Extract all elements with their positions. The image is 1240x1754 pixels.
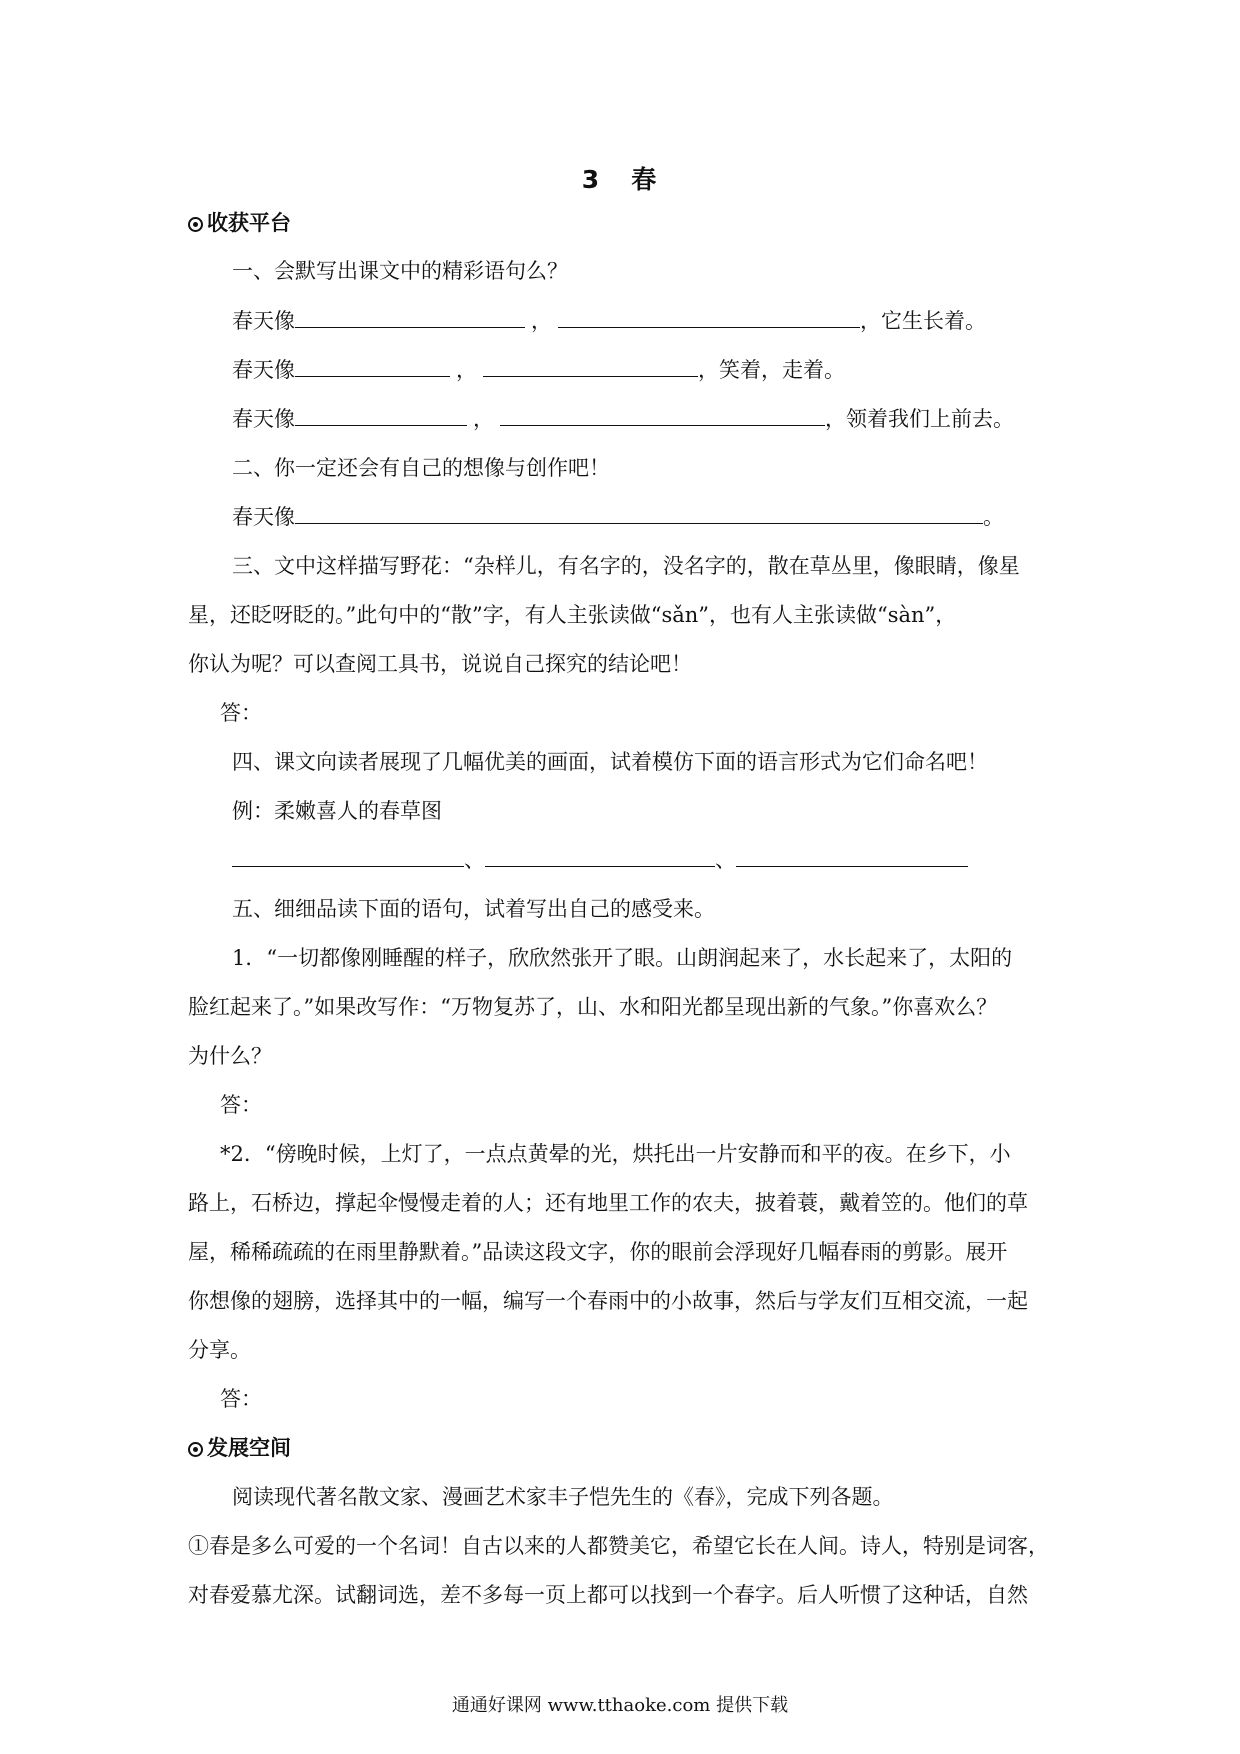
fill-line-lead: 春天像: [232, 407, 295, 431]
question-5-item-2-line: *2．“傍晚时候，上灯了，一点点黄晕的光，烘托出一片安静而和平的夜。在乡下，小: [220, 1142, 1011, 1166]
question-5-item-1-line: 为什么？: [188, 1044, 272, 1068]
fill-line-free: [232, 502, 1004, 532]
fill-line-lead: 春天像: [232, 505, 295, 529]
answer-label: 答：: [220, 1093, 262, 1117]
reading-intro: 阅读现代著名散文家、漫画艺术家丰子恺先生的《春》，完成下列各题。: [232, 1485, 894, 1509]
question-2-prompt: 二、你一定还会有自己的想像与创作吧！: [232, 456, 610, 480]
fill-line-lead: 春天像: [232, 358, 295, 382]
answer-label: 答：: [220, 701, 262, 725]
reading-paragraph-line: ①春是多么可爱的一个名词！自古以来的人都赞美它，希望它长在人间。诗人，特别是词客，: [188, 1534, 1049, 1558]
fill-line-tail: ，它生长着。: [860, 309, 986, 333]
naming-blanks: [232, 845, 968, 875]
answer-blank[interactable]: [295, 405, 467, 426]
question-5-item-2-line: 分享。: [188, 1338, 251, 1362]
section-heading-harvest: [188, 208, 291, 238]
reading-paragraph-line: 对春爱慕尤深。试翻词选，差不多每一页上都可以找到一个春字。后人听惯了这种话，自然: [188, 1583, 1028, 1607]
question-5-item-2-line: 屋，稀稀疏疏的在雨里静默着。”品读这段文字，你的眼前会浮现好几幅春雨的剪影。展开: [188, 1240, 1008, 1264]
question-5-item-2-line: 路上，石桥边，撑起伞慢慢走着的人；还有地里工作的农夫，披着蓑，戴着笠的。他们的草: [188, 1191, 1028, 1215]
question-1-prompt: 一、会默写出课文中的精彩语句么？: [232, 259, 568, 283]
fill-line-tail: ，笑着，走着。: [698, 358, 845, 382]
answer-blank[interactable]: [295, 503, 983, 524]
lesson-number: 3: [581, 165, 602, 194]
question-5-item-1-line: 1．“一切都像刚睡醒的样子，欣欣然张开了眼。山朗润起来了，水长起来了，太阳的: [232, 946, 1013, 970]
question-5-item-1-line: 脸红起来了。”如果改写作：“万物复苏了，山、水和阳光都呈现出新的气象。”你喜欢么？: [188, 995, 998, 1019]
question-4-prompt: 四、课文向读者展现了几幅优美的画面，试着模仿下面的语言形式为它们命名吧！: [232, 750, 988, 774]
example-text: 例：柔嫩喜人的春草图: [232, 799, 442, 823]
fill-line-tail: 。: [983, 505, 1004, 529]
question-5-prompt: 五、细细品读下面的语句，试着写出自己的感受来。: [232, 897, 715, 921]
section-heading-development: [188, 1433, 291, 1463]
answer-blank[interactable]: [483, 356, 698, 377]
answer-blank[interactable]: [295, 307, 525, 328]
answer-blank[interactable]: [736, 846, 968, 867]
answer-blank[interactable]: [232, 846, 464, 867]
answer-blank[interactable]: [485, 846, 715, 867]
fill-line-1: [232, 306, 986, 336]
answer-blank[interactable]: [558, 307, 860, 328]
circle-dot-icon: [188, 217, 203, 232]
question-5-item-2-line: 你想像的翅膀，选择其中的一幅，编写一个春雨中的小故事，然后与学友们互相交流，一起: [188, 1289, 1028, 1313]
separator: ，: [531, 309, 552, 333]
fill-line-lead: 春天像: [232, 309, 295, 333]
section-heading-text: 发展空间: [207, 1436, 291, 1460]
separator: 、: [715, 848, 736, 872]
separator: 、: [464, 848, 485, 872]
fill-line-tail: ，领着我们上前去。: [825, 407, 1014, 431]
separator: ，: [473, 407, 494, 431]
answer-blank[interactable]: [500, 405, 825, 426]
answer-blank[interactable]: [295, 356, 450, 377]
separator: ，: [456, 358, 477, 382]
page-footer: 通通好课网 www.tthaoke.com 提供下载: [451, 1695, 789, 1716]
section-heading-text: 收获平台: [207, 211, 291, 235]
question-3-line: 星，还眨呀眨的。”此句中的“散”字，有人主张读做“sǎn”，也有人主张读做“sàn”，: [188, 603, 957, 627]
answer-label: 答：: [220, 1387, 262, 1411]
fill-line-3: [232, 404, 1014, 434]
lesson-title-text: 春: [631, 165, 659, 194]
circle-dot-icon: [188, 1442, 203, 1457]
lesson-title: [0, 160, 1240, 196]
fill-line-2: [232, 355, 845, 385]
question-3-line: 你认为呢？可以查阅工具书，说说自己探究的结论吧！: [188, 652, 692, 676]
question-3-line: 三、文中这样描写野花：“杂样儿，有名字的，没名字的，散在草丛里，像眼睛，像星: [232, 554, 1020, 578]
